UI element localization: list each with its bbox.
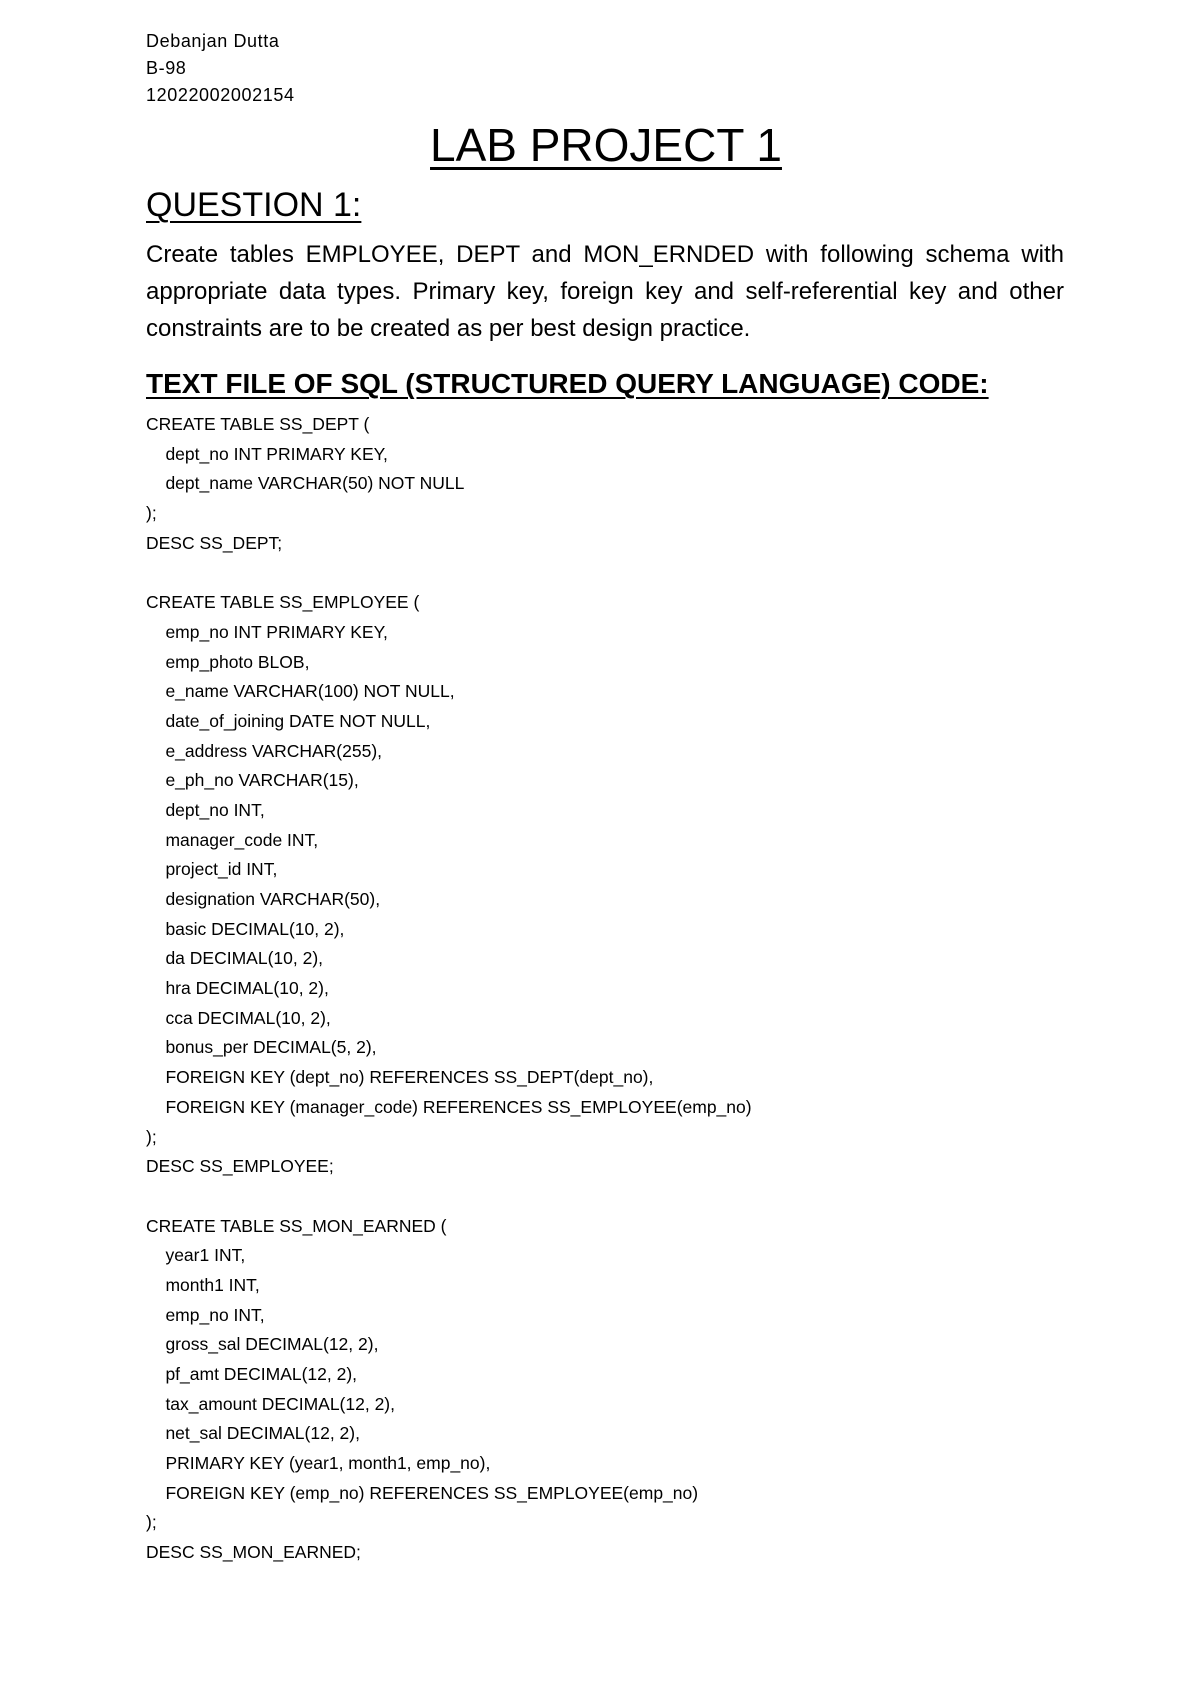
code-line: FOREIGN KEY (dept_no) REFERENCES SS_DEPT(dept_no), [146,1067,654,1088]
code-line [146,1182,1106,1212]
code-line: dept_no INT PRIMARY KEY, [146,443,388,464]
code-line: hra DECIMAL(10, 2), [146,978,329,999]
code-line: DESC SS_MON_EARNED; [146,1542,361,1563]
question-heading: QUESTION 1: [146,186,362,224]
code-line: pf_amt DECIMAL(12, 2), [146,1364,358,1384]
code-line: PRIMARY KEY (year1, month1, emp_no), [146,1453,491,1474]
code-line: FOREIGN KEY (manager_code) REFERENCES SS_EMPLOYEE(emp_no) [146,1096,752,1117]
code-line: dept_name VARCHAR(50) NOT NULL [146,473,465,494]
code-line: e_ph_no VARCHAR(15), [146,770,359,791]
code-line: net_sal DECIMAL(12, 2), [146,1423,360,1444]
code-line: tax_amount DECIMAL(12, 2), [146,1393,395,1414]
code-line: CREATE TABLE SS_EMPLOYEE ( [146,592,420,613]
question-text: Create tables EMPLOYEE, DEPT and MON_ERNDED with following schema with appropriate data types. Primary key, foreign key and self-referential key and other constraints are to be created as per best design practice. [146,241,1064,342]
code-line: ); [146,1512,157,1533]
code-line: DESC SS_EMPLOYEE; [146,1156,334,1177]
code-line: ); [146,1126,157,1147]
code-line: emp_no INT, [146,1304,265,1325]
author-section: B-98 [146,58,187,78]
code-line: e_name VARCHAR(100) NOT NULL, [146,681,455,702]
code-line: manager_code INT, [146,829,319,850]
code-line: ); [146,503,157,524]
code-line: emp_no INT PRIMARY KEY, [146,621,388,642]
code-line: date_of_joining DATE NOT NULL, [146,710,431,731]
author-name: Debanjan Dutta [146,31,280,51]
code-line: da DECIMAL(10, 2), [146,948,324,969]
code-line: year1 INT, [146,1245,246,1266]
code-line: FOREIGN KEY (emp_no) REFERENCES SS_EMPLOYEE(emp_no) [146,1482,699,1503]
code-line: basic DECIMAL(10, 2), [146,918,345,939]
code-line: month1 INT, [146,1274,260,1295]
author-info [146,28,295,109]
code-line: project_id INT, [146,859,278,880]
code-line: bonus_per DECIMAL(5, 2), [146,1037,377,1058]
code-line: DESC SS_DEPT; [146,532,283,553]
document-title: LAB PROJECT 1 [430,119,782,171]
code-section-heading: TEXT FILE OF SQL (STRUCTURED QUERY LANGUAGE) CODE: [146,368,989,399]
author-id: 12022002002154 [146,85,295,105]
sql-code-block [146,410,1106,1568]
code-line: CREATE TABLE SS_DEPT ( [146,414,370,434]
code-line: e_address VARCHAR(255), [146,740,383,761]
code-line: CREATE TABLE SS_MON_EARNED ( [146,1215,447,1236]
code-line: cca DECIMAL(10, 2), [146,1007,331,1028]
code-line: designation VARCHAR(50), [146,889,381,909]
code-line: gross_sal DECIMAL(12, 2), [146,1334,379,1355]
code-line: emp_photo BLOB, [146,651,310,672]
code-line [146,558,1106,588]
code-line: dept_no INT, [146,799,265,820]
